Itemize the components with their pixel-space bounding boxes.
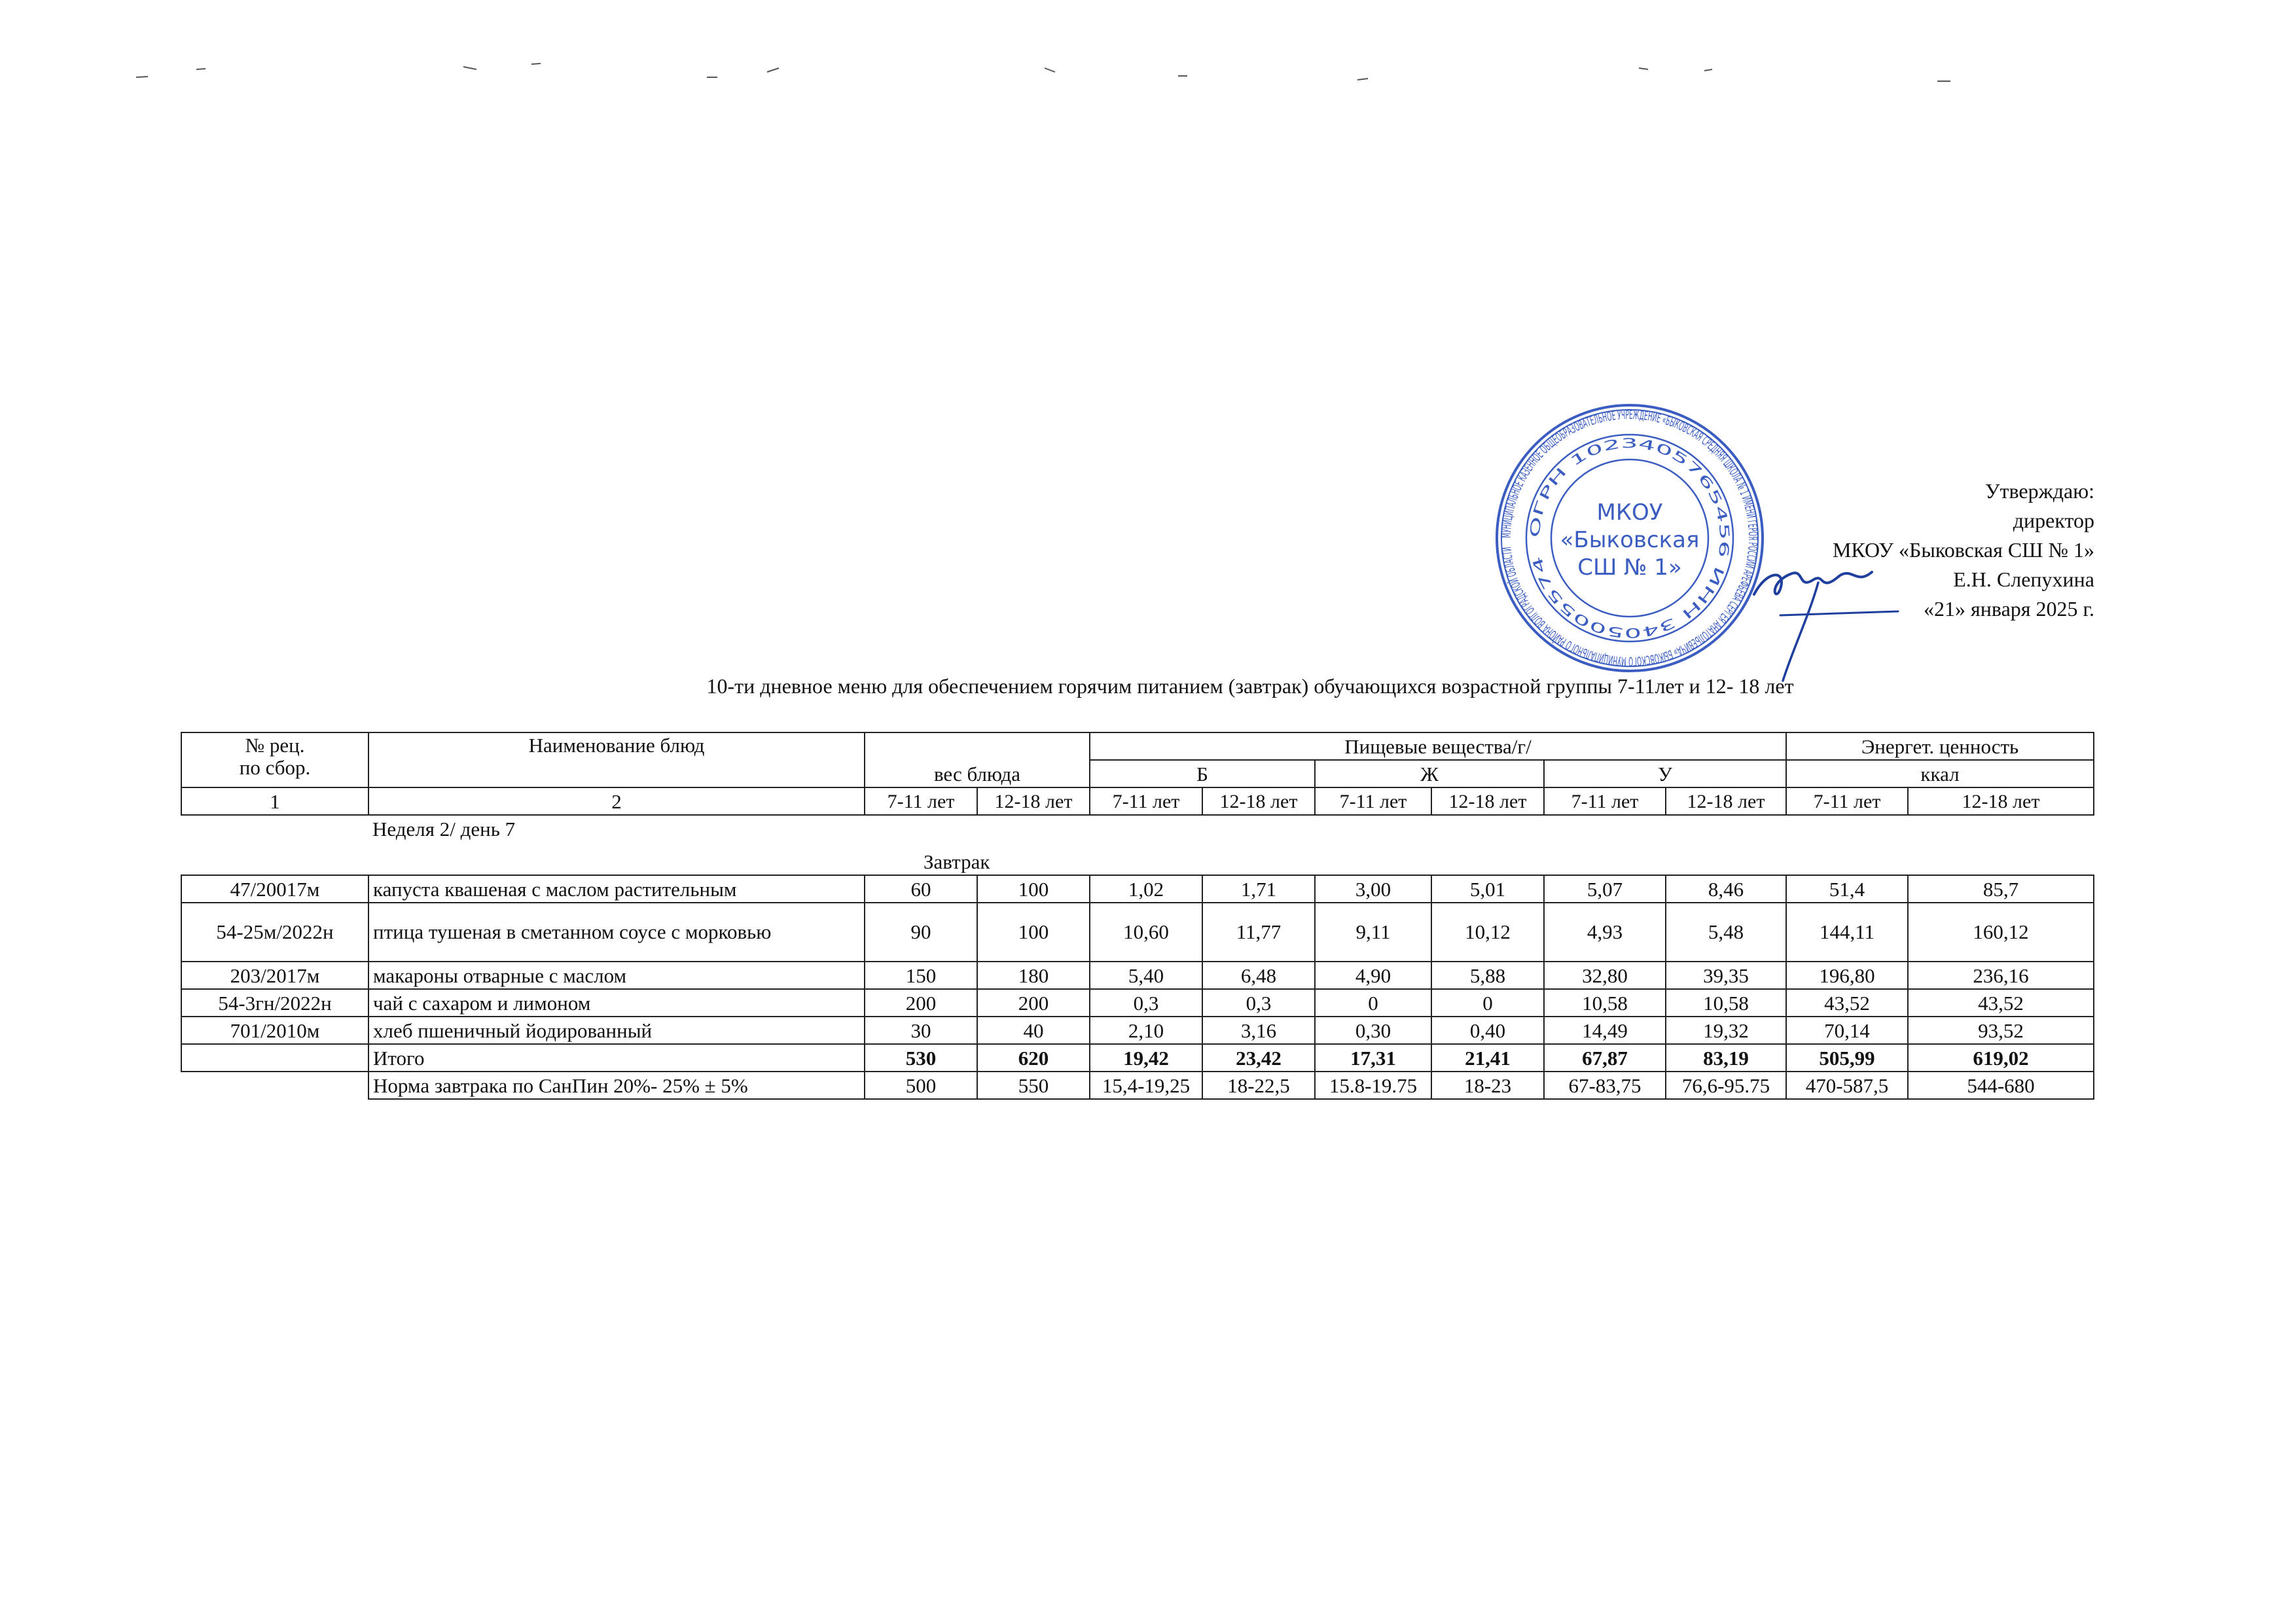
total-kcal-12-18: 619,02 <box>1908 1044 2094 1072</box>
protein-12-18: 1,71 <box>1202 875 1315 903</box>
total-fat-7-11: 17,31 <box>1315 1044 1431 1072</box>
header-energy: Энергет. ценность <box>1786 732 2094 760</box>
header-weight-12-18: 12-18 лет <box>977 787 1090 815</box>
weight-12-18: 180 <box>977 962 1090 989</box>
header-fat: Ж <box>1315 760 1544 787</box>
approval-line-name: Е.Н. Слепухина <box>1953 568 2094 591</box>
carbs-12-18: 10,58 <box>1666 989 1786 1017</box>
director-signature <box>1741 543 1924 687</box>
approval-line-approve: Утверждаю: <box>1984 479 2094 503</box>
table-row <box>181 962 2094 989</box>
protein-7-11: 2,10 <box>1090 1017 1202 1044</box>
norm-carbs-12-18: 76,6-95.75 <box>1666 1072 1786 1099</box>
header-row-1 <box>181 732 2094 760</box>
approval-line-school: МКОУ «Быковская СШ № 1» <box>1832 538 2094 562</box>
total-weight-12-18: 620 <box>977 1044 1090 1072</box>
fat-7-11: 4,90 <box>1315 962 1431 989</box>
carbs-7-11: 4,93 <box>1544 903 1666 962</box>
total-code-empty <box>181 1044 368 1072</box>
header-fat-7-11: 7-11 лет <box>1315 787 1431 815</box>
header-recipe-no-l2: по сбор. <box>239 756 311 779</box>
carbs-12-18: 8,46 <box>1666 875 1786 903</box>
table-row <box>181 903 2094 962</box>
weight-12-18: 40 <box>977 1017 1090 1044</box>
recipe-code: 47/20017м <box>181 875 368 903</box>
scan-specks <box>0 0 2296 105</box>
fat-12-18: 0 <box>1431 989 1544 1017</box>
fat-12-18: 5,01 <box>1431 875 1544 903</box>
menu-table <box>181 732 2094 1100</box>
weight-12-18: 100 <box>977 903 1090 962</box>
carbs-12-18: 5,48 <box>1666 903 1786 962</box>
dish-name: чай с сахаром и лимоном <box>368 989 865 1017</box>
carbs-7-11: 10,58 <box>1544 989 1666 1017</box>
fat-12-18: 5,88 <box>1431 962 1544 989</box>
header-carbs-7-11: 7-11 лет <box>1544 787 1666 815</box>
kcal-12-18: 236,16 <box>1908 962 2094 989</box>
header-recipe-no-l1: № рец. <box>245 734 305 757</box>
norm-weight-12-18: 550 <box>977 1072 1090 1099</box>
approval-date-rest: » января 2025 г. <box>1955 597 2094 621</box>
dish-name: капуста квашеная с маслом растительным <box>368 875 865 903</box>
week-day-label: Неделя 2/ день 7 <box>372 818 516 840</box>
carbs-7-11: 5,07 <box>1544 875 1666 903</box>
stamp-center-line2: «Быковская <box>1560 527 1700 553</box>
stamp-center-line3: СШ № 1» <box>1577 554 1682 581</box>
protein-7-11: 10,60 <box>1090 903 1202 962</box>
kcal-12-18: 85,7 <box>1908 875 2094 903</box>
total-fat-12-18: 21,41 <box>1431 1044 1544 1072</box>
recipe-code: 203/2017м <box>181 962 368 989</box>
week-day-row <box>181 815 2094 842</box>
total-label: Итого <box>368 1044 865 1072</box>
norm-kcal-12-18: 544-680 <box>1908 1072 2094 1099</box>
norm-carbs-7-11: 67-83,75 <box>1544 1072 1666 1099</box>
approval-line-position: директор <box>2013 509 2094 532</box>
protein-12-18: 3,16 <box>1202 1017 1315 1044</box>
carbs-12-18: 39,35 <box>1666 962 1786 989</box>
header-carbs: У <box>1544 760 1786 787</box>
menu-title: 10-ти дневное меню для обеспечением горячим питанием (завтрак) обучающихся возрастной группы 7-11лет и 12- 18 лет <box>706 674 1794 698</box>
carbs-12-18: 19,32 <box>1666 1017 1786 1044</box>
carbs-7-11: 14,49 <box>1544 1017 1666 1044</box>
weight-7-11: 60 <box>865 875 977 903</box>
header-col-2: 2 <box>368 787 865 815</box>
weight-7-11: 30 <box>865 1017 977 1044</box>
kcal-7-11: 51,4 <box>1786 875 1908 903</box>
recipe-code: 701/2010м <box>181 1017 368 1044</box>
header-recipe-no <box>181 732 368 787</box>
norm-kcal-7-11: 470-587,5 <box>1786 1072 1908 1099</box>
dish-name: хлеб пшеничный йодированный <box>368 1017 865 1044</box>
kcal-7-11: 70,14 <box>1786 1017 1908 1044</box>
total-protein-12-18: 23,42 <box>1202 1044 1315 1072</box>
total-carbs-12-18: 83,19 <box>1666 1044 1786 1072</box>
header-protein: Б <box>1090 760 1315 787</box>
fat-7-11: 0,30 <box>1315 1017 1431 1044</box>
fat-7-11: 0 <box>1315 989 1431 1017</box>
header-carbs-12-18: 12-18 лет <box>1666 787 1786 815</box>
norm-protein-7-11: 15,4-19,25 <box>1090 1072 1202 1099</box>
protein-12-18: 11,77 <box>1202 903 1315 962</box>
header-weight: вес блюда <box>865 732 1090 787</box>
header-protein-12-18: 12-18 лет <box>1202 787 1315 815</box>
stamp-center-line1: МКОУ <box>1596 499 1663 526</box>
header-nutrients: Пищевые вещества/г/ <box>1090 732 1786 760</box>
weight-12-18: 200 <box>977 989 1090 1017</box>
table-row <box>181 875 2094 903</box>
header-kcal: ккал <box>1786 760 2094 787</box>
total-weight-7-11: 530 <box>865 1044 977 1072</box>
fat-12-18: 10,12 <box>1431 903 1544 962</box>
header-weight-7-11: 7-11 лет <box>865 787 977 815</box>
weight-7-11: 150 <box>865 962 977 989</box>
meal-row <box>181 842 2094 875</box>
total-carbs-7-11: 67,87 <box>1544 1044 1666 1072</box>
protein-7-11: 0,3 <box>1090 989 1202 1017</box>
carbs-7-11: 32,80 <box>1544 962 1666 989</box>
total-row <box>181 1044 2094 1072</box>
weight-12-18: 100 <box>977 875 1090 903</box>
header-kcal-12-18: 12-18 лет <box>1908 787 2094 815</box>
norm-protein-12-18: 18-22,5 <box>1202 1072 1315 1099</box>
approval-date-day: «21 <box>1924 597 1956 621</box>
stamp-ring-inner: ОГРН 1023405765456 ИНН 3405005574 <box>1526 435 1733 641</box>
kcal-7-11: 196,80 <box>1786 962 1908 989</box>
header-col-1: 1 <box>181 787 368 815</box>
recipe-code: 54-3гн/2022н <box>181 989 368 1017</box>
table-row <box>181 989 2094 1017</box>
norm-weight-7-11: 500 <box>865 1072 977 1099</box>
stamp-ring-outer: МУНИЦИПАЛЬНОЕ КАЗЕННОЕ ОБЩЕОБРАЗОВАТЕЛЬНОЕ УЧРЕЖДЕНИЕ «БЫКОВСКАЯ СРЕДНЯЯ ШКОЛА № 1 ИМЕНИ ГЕРОЯ РОССИИ АРЕФЬЕВА СЕРГЕЯ АНАТОЛЬЕВИЧА» БЫКОВСКОГО МУНИЦИПАЛЬНОГО РАЙОНА ВОЛГОГРАДСКОЙ ОБЛАСТИ <box>1499 407 1761 669</box>
kcal-12-18: 93,52 <box>1908 1017 2094 1044</box>
dish-name: птица тушеная в сметанном соусе с морковью <box>368 903 865 962</box>
school-stamp <box>1492 401 1767 676</box>
protein-7-11: 1,02 <box>1090 875 1202 903</box>
protein-7-11: 5,40 <box>1090 962 1202 989</box>
total-protein-7-11: 19,42 <box>1090 1044 1202 1072</box>
protein-12-18: 6,48 <box>1202 962 1315 989</box>
fat-7-11: 9,11 <box>1315 903 1431 962</box>
weight-7-11: 90 <box>865 903 977 962</box>
header-row-3 <box>181 787 2094 815</box>
weight-7-11: 200 <box>865 989 977 1017</box>
kcal-12-18: 43,52 <box>1908 989 2094 1017</box>
table-row <box>181 1017 2094 1044</box>
total-kcal-7-11: 505,99 <box>1786 1044 1908 1072</box>
header-fat-12-18: 12-18 лет <box>1431 787 1544 815</box>
header-dish-name: Наименование блюд <box>368 732 865 787</box>
norm-label: Норма завтрака по СанПин 20%- 25% ± 5% <box>368 1072 865 1099</box>
protein-12-18: 0,3 <box>1202 989 1315 1017</box>
meal-label: Завтрак <box>924 850 990 873</box>
header-protein-7-11: 7-11 лет <box>1090 787 1202 815</box>
norm-fat-7-11: 15.8-19.75 <box>1315 1072 1431 1099</box>
kcal-7-11: 43,52 <box>1786 989 1908 1017</box>
recipe-code: 54-25м/2022н <box>181 903 368 962</box>
dish-name: макароны отварные с маслом <box>368 962 865 989</box>
kcal-7-11: 144,11 <box>1786 903 1908 962</box>
norm-fat-12-18: 18-23 <box>1431 1072 1544 1099</box>
norm-row <box>181 1072 2094 1099</box>
header-kcal-7-11: 7-11 лет <box>1786 787 1908 815</box>
fat-12-18: 0,40 <box>1431 1017 1544 1044</box>
kcal-12-18: 160,12 <box>1908 903 2094 962</box>
fat-7-11: 3,00 <box>1315 875 1431 903</box>
